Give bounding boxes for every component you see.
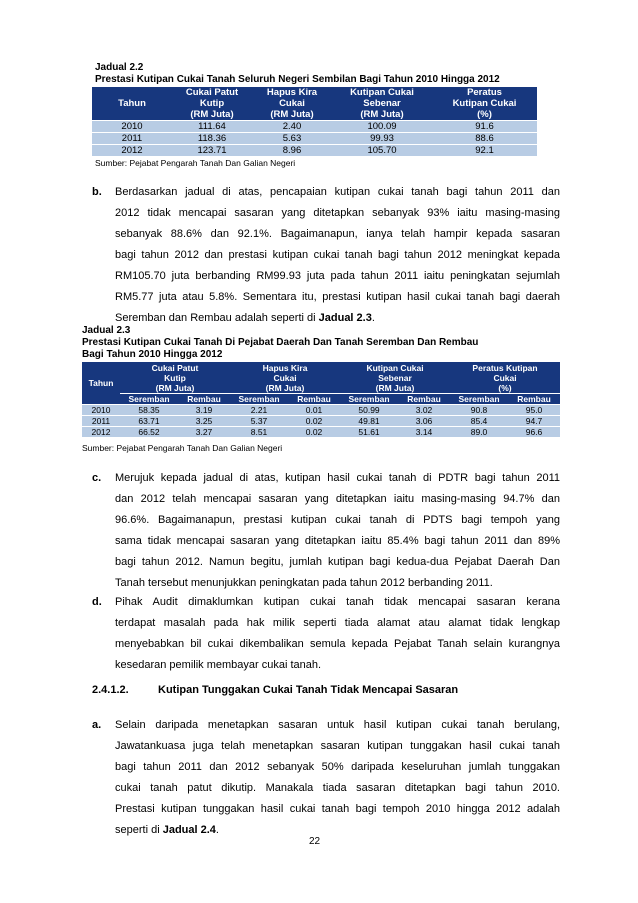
table-row: 2010 58.35 3.19 2.21 0.01 50.99 3.02 90.8 95.0 (82, 405, 560, 416)
header-kutipan-cukai-sebenar: Kutipan Cukai Sebenar (RM Juta) (366, 362, 424, 393)
jadual-2-2-table (92, 87, 537, 156)
header-hapus-kira-cukai: Hapus Kira Cukai (RM Juta) (262, 362, 308, 393)
table-subheader-row: Seremban Rembau Seremban Rembau Seremban Rembau Seremban Rembau (82, 394, 560, 405)
table-row: 2012 66.52 3.27 8.51 0.02 51.61 3.14 89.0 96.6 (82, 427, 560, 438)
table-row: 2011 63.71 3.25 5.37 0.02 49.81 3.06 85.4 94.7 (82, 416, 560, 427)
header-cukai-patut-kutip: Cukai Patut Kutip (RM Juta) (185, 87, 239, 120)
table-header-row (82, 362, 560, 394)
jadual-2-4-ref: Jadual 2.4 (162, 824, 216, 836)
header-tahun: Tahun (88, 378, 114, 388)
header-peratus-kutipan: Peratus Kutipan Cukai (%) (452, 87, 517, 120)
table-row: 2010 111.64 2.40 100.09 91.6 (92, 121, 537, 133)
jadual-2-2-number: Jadual 2.2 (95, 62, 144, 73)
para-c: Merujuk kepada jadual di atas, kutipan hasil cukai tanah di PDTR bagi tahun 2011 dan 2012 telah mencapai sasaran yang ditetapkan iaitu masing-masing 94.7% dan 96.6%. Bagaimanapun, prestasi kutipan cukai tanah di PDTS bagi tempoh yang sama tidak mencapai sasaran yang ditetapkan iaitu 85.4% bagi tahun 2011 dan 89% bagi tahun 2012. Namun begitu, jumlah kutipan bagi kedua-dua Pejabat Daerah Dan Tanah tersebut menunjukkan peningkatan pada tahun 2012 berbanding 2011. (115, 472, 560, 589)
section-title: Kutipan Tunggakan Cukai Tanah Tidak Mencapai Sasaran (158, 684, 459, 696)
para-b-label: b. (92, 186, 102, 198)
table-row: 2012 123.71 8.96 105.70 92.1 (92, 145, 537, 157)
jadual-2-3-table (82, 362, 560, 437)
jadual-2-2-source: Sumber: Pejabat Pengarah Tanah Dan Galian Negeri (95, 158, 296, 168)
header-hapus-kira-cukai: Hapus Kira Cukai (RM Juta) (266, 87, 318, 120)
header-cukai-patut-kutip: Cukai Patut Kutip (RM Juta) (151, 362, 199, 393)
header-peratus-kutipan: Peratus Kutipan Cukai (%) (472, 362, 538, 393)
header-tahun: Tahun (118, 97, 146, 109)
para-c-label: c. (92, 472, 102, 484)
jadual-2-3-title: Prestasi Kutipan Cukai Tanah Di Pejabat Daerah Dan Tanah Seremban Dan Rembau (82, 337, 479, 348)
table-header-row (92, 87, 537, 121)
jadual-2-2-title: Prestasi Kutipan Cukai Tanah Seluruh Negeri Sembilan Bagi Tahun 2010 Hingga 2012 (95, 74, 500, 85)
jadual-2-3-source: Sumber: Pejabat Pengarah Tanah Dan Galian Negeri (82, 443, 283, 453)
table-row: 2011 118.36 5.63 99.93 88.6 (92, 133, 537, 145)
jadual-2-3-title-line2: Bagi Tahun 2010 Hingga 2012 (82, 349, 223, 360)
para-d: Pihak Audit dimaklumkan kutipan cukai tanah tidak mencapai sasaran kerana terdapat masalah pada hak milik seperti tiada alamat atau alamat tidak lengkap menyebabkan bil cukai dikembalikan semula kepada Pejabat Tanah selain kurangnya kesedaran pemilik membayar cukai tanah. (115, 596, 560, 671)
jadual-2-3-ref: Jadual 2.3 (318, 312, 372, 324)
jadual-2-3-number: Jadual 2.3 (82, 325, 131, 336)
page-number: 22 (309, 836, 321, 847)
header-kutipan-cukai-sebenar: Kutipan Cukai Sebenar (RM Juta) (350, 87, 414, 120)
section-number: 2.4.1.2. (92, 684, 129, 696)
para-a-label: a. (92, 719, 102, 731)
para-d-label: d. (92, 596, 102, 608)
para-a: Selain daripada menetapkan sasaran untuk hasil kutipan cukai tanah berulang, Jawatankuasa juga telah menetapkan sasaran kutipan tunggakan hasil cukai tanah bagi tahun 2011 dan 2012 sebanyak 50% daripada keseluruhan jumlah tunggakan cukai tanah patut dikutip. Manakala tiada sasaran ditetapkan bagi tahun 2010. Prestasi kutipan tunggakan hasil cukai tanah bagi tempoh 2010 hingga 2012 adalah seperti di Jadual 2.4. (115, 719, 560, 836)
para-b: Berdasarkan jadual di atas, pencapaian kutipan cukai tanah bagi tahun 2011 dan 2012 tidak mencapai sasaran yang ditetapkan sebanyak 93% iaitu masing-masing sebanyak 88.6% dan 92.1%. Bagaimanapun, ianya telah hampir kepada sasaran bagi tahun 2012 dan prestasi kutipan cukai tanah bagi tahun 2012 meningkat kepada RM105.70 juta berbanding RM99.93 juta pada tahun 2011 iaitu peningkatan sejumlah RM5.77 juta atau 5.8%. Sementara itu, prestasi kutipan hasil cukai tanah bagi daerah Seremban dan Rembau adalah seperti di Jadual 2.3. (115, 186, 560, 324)
